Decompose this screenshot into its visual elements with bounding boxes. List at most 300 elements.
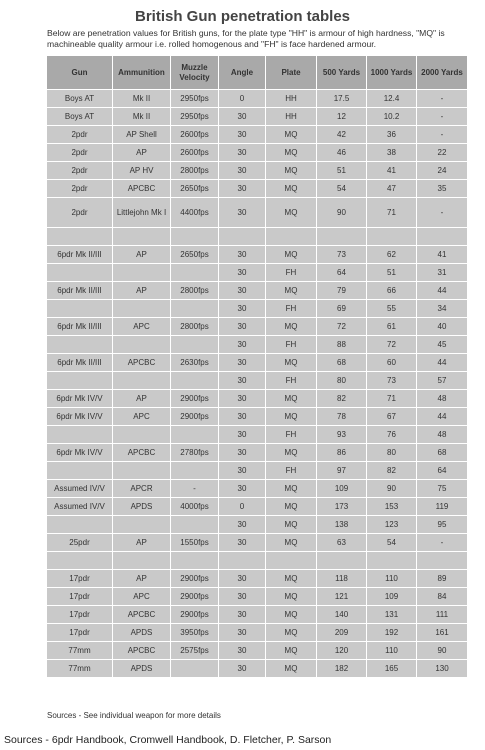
cell-ammunition: AP	[113, 246, 171, 264]
column-header-angle: Angle	[219, 56, 266, 90]
cell-plate: MQ	[266, 354, 317, 372]
cell-plate: MQ	[266, 246, 317, 264]
cell-muzzle-velocity	[171, 228, 219, 246]
cell-1000-yards	[367, 552, 417, 570]
table-body	[47, 90, 468, 678]
cell-ammunition	[113, 462, 171, 480]
cell-ammunition: AP	[113, 534, 171, 552]
cell-1000-yards: 123	[367, 516, 417, 534]
column-header-gun: Gun	[47, 56, 113, 90]
cell-plate: FH	[266, 264, 317, 282]
cell-gun	[47, 336, 113, 354]
cell-muzzle-velocity: 2950fps	[171, 108, 219, 126]
cell-plate: MQ	[266, 606, 317, 624]
cell-gun: 6pdr Mk II/III	[47, 318, 113, 336]
cell-2000-yards: 40	[417, 318, 468, 336]
cell-ammunition: APCBC	[113, 180, 171, 198]
cell-ammunition	[113, 516, 171, 534]
cell-gun: Assumed IV/V	[47, 498, 113, 516]
cell-muzzle-velocity	[171, 372, 219, 390]
cell-1000-yards: 131	[367, 606, 417, 624]
cell-plate: MQ	[266, 588, 317, 606]
cell-2000-yards: 119	[417, 498, 468, 516]
cell-2000-yards: 111	[417, 606, 468, 624]
cell-1000-yards	[367, 228, 417, 246]
cell-2000-yards: 44	[417, 408, 468, 426]
cell-gun: Boys AT	[47, 108, 113, 126]
cell-plate: MQ	[266, 390, 317, 408]
cell-ammunition	[113, 264, 171, 282]
cell-gun: 6pdr Mk IV/V	[47, 444, 113, 462]
cell-500-yards: 97	[317, 462, 367, 480]
table-row	[47, 390, 468, 408]
cell-plate: MQ	[266, 480, 317, 498]
cell-ammunition	[113, 372, 171, 390]
cell-muzzle-velocity: 2900fps	[171, 588, 219, 606]
cell-500-yards: 120	[317, 642, 367, 660]
cell-500-yards	[317, 552, 367, 570]
cell-gun: 6pdr Mk II/III	[47, 282, 113, 300]
cell-2000-yards: 68	[417, 444, 468, 462]
cell-1000-yards: 62	[367, 246, 417, 264]
column-header-muzzle-velocity: Muzzle Velocity	[171, 56, 219, 90]
cell-500-yards: 68	[317, 354, 367, 372]
cell-ammunition	[113, 300, 171, 318]
cell-1000-yards: 72	[367, 336, 417, 354]
cell-ammunition: Mk II	[113, 90, 171, 108]
cell-gun	[47, 426, 113, 444]
cell-500-yards: 12	[317, 108, 367, 126]
table-row	[47, 126, 468, 144]
cell-muzzle-velocity: 2650fps	[171, 246, 219, 264]
cell-angle: 30	[219, 264, 266, 282]
cell-angle: 30	[219, 336, 266, 354]
cell-gun: 6pdr Mk II/III	[47, 354, 113, 372]
cell-1000-yards: 36	[367, 126, 417, 144]
cell-angle: 30	[219, 516, 266, 534]
cell-angle: 30	[219, 606, 266, 624]
cell-2000-yards: 90	[417, 642, 468, 660]
cell-500-yards: 80	[317, 372, 367, 390]
table-row	[47, 162, 468, 180]
cell-1000-yards: 67	[367, 408, 417, 426]
cell-ammunition: APC	[113, 408, 171, 426]
cell-1000-yards: 153	[367, 498, 417, 516]
cell-2000-yards: 44	[417, 282, 468, 300]
cell-500-yards: 72	[317, 318, 367, 336]
cell-muzzle-velocity: 2800fps	[171, 162, 219, 180]
table-row	[47, 426, 468, 444]
cell-plate: HH	[266, 90, 317, 108]
cell-500-yards: 46	[317, 144, 367, 162]
cell-gun: 6pdr Mk IV/V	[47, 390, 113, 408]
cell-500-yards: 121	[317, 588, 367, 606]
cell-muzzle-velocity: 4000fps	[171, 498, 219, 516]
cell-angle: 30	[219, 246, 266, 264]
cell-gun: 2pdr	[47, 162, 113, 180]
cell-plate: MQ	[266, 126, 317, 144]
cell-plate: HH	[266, 108, 317, 126]
cell-gun: 17pdr	[47, 624, 113, 642]
cell-muzzle-velocity: 2780fps	[171, 444, 219, 462]
table-row	[47, 198, 468, 228]
cell-ammunition: APDS	[113, 498, 171, 516]
cell-2000-yards: 45	[417, 336, 468, 354]
table-row	[47, 228, 468, 246]
table-row	[47, 300, 468, 318]
cell-1000-yards: 47	[367, 180, 417, 198]
cell-1000-yards: 73	[367, 372, 417, 390]
cell-1000-yards: 110	[367, 642, 417, 660]
cell-plate: MQ	[266, 498, 317, 516]
cell-500-yards: 78	[317, 408, 367, 426]
cell-muzzle-velocity: 2600fps	[171, 126, 219, 144]
cell-plate: MQ	[266, 144, 317, 162]
cell-1000-yards: 55	[367, 300, 417, 318]
penetration-table	[46, 55, 468, 678]
cell-2000-yards: 24	[417, 162, 468, 180]
cell-1000-yards: 60	[367, 354, 417, 372]
cell-plate: FH	[266, 300, 317, 318]
cell-angle	[219, 552, 266, 570]
cell-plate: MQ	[266, 570, 317, 588]
cell-2000-yards: 34	[417, 300, 468, 318]
cell-500-yards: 90	[317, 198, 367, 228]
cell-ammunition	[113, 552, 171, 570]
cell-angle: 30	[219, 126, 266, 144]
cell-gun	[47, 372, 113, 390]
cell-angle: 30	[219, 162, 266, 180]
cell-plate	[266, 552, 317, 570]
cell-2000-yards: 44	[417, 354, 468, 372]
table-row	[47, 534, 468, 552]
cell-angle: 30	[219, 198, 266, 228]
cell-angle: 30	[219, 660, 266, 678]
cell-muzzle-velocity: 2900fps	[171, 606, 219, 624]
cell-2000-yards: 130	[417, 660, 468, 678]
cell-500-yards: 109	[317, 480, 367, 498]
cell-1000-yards: 76	[367, 426, 417, 444]
cell-plate: MQ	[266, 282, 317, 300]
cell-angle: 30	[219, 108, 266, 126]
cell-gun	[47, 462, 113, 480]
cell-1000-yards: 71	[367, 198, 417, 228]
cell-muzzle-velocity: 2600fps	[171, 144, 219, 162]
cell-angle	[219, 228, 266, 246]
cell-2000-yards: 89	[417, 570, 468, 588]
table-row	[47, 462, 468, 480]
table-row	[47, 282, 468, 300]
cell-angle: 30	[219, 318, 266, 336]
cell-2000-yards: 31	[417, 264, 468, 282]
cell-muzzle-velocity: 2800fps	[171, 282, 219, 300]
cell-1000-yards: 54	[367, 534, 417, 552]
table-row	[47, 318, 468, 336]
cell-ammunition	[113, 336, 171, 354]
cell-2000-yards	[417, 552, 468, 570]
cell-1000-yards: 90	[367, 480, 417, 498]
cell-angle: 30	[219, 642, 266, 660]
cell-gun: 6pdr Mk IV/V	[47, 408, 113, 426]
cell-1000-yards: 61	[367, 318, 417, 336]
table-row	[47, 570, 468, 588]
cell-1000-yards: 66	[367, 282, 417, 300]
cell-500-yards: 173	[317, 498, 367, 516]
cell-2000-yards: -	[417, 534, 468, 552]
cell-2000-yards: -	[417, 90, 468, 108]
cell-500-yards: 54	[317, 180, 367, 198]
table-row	[47, 660, 468, 678]
table-row	[47, 372, 468, 390]
cell-2000-yards: 22	[417, 144, 468, 162]
cell-ammunition: AP	[113, 570, 171, 588]
cell-2000-yards: -	[417, 126, 468, 144]
table-row	[47, 246, 468, 264]
table-row	[47, 444, 468, 462]
cell-plate: FH	[266, 372, 317, 390]
table-row	[47, 408, 468, 426]
cell-ammunition: APCBC	[113, 606, 171, 624]
cell-plate: MQ	[266, 444, 317, 462]
cell-ammunition: APC	[113, 318, 171, 336]
cell-plate: MQ	[266, 408, 317, 426]
cell-500-yards: 51	[317, 162, 367, 180]
cell-plate	[266, 228, 317, 246]
cell-muzzle-velocity	[171, 426, 219, 444]
cell-500-yards: 93	[317, 426, 367, 444]
cell-ammunition: AP	[113, 144, 171, 162]
table-row	[47, 606, 468, 624]
cell-2000-yards: 41	[417, 246, 468, 264]
cell-angle: 30	[219, 408, 266, 426]
cell-gun: 2pdr	[47, 198, 113, 228]
cell-plate: MQ	[266, 162, 317, 180]
cell-plate: MQ	[266, 660, 317, 678]
cell-2000-yards: 64	[417, 462, 468, 480]
cell-1000-yards: 110	[367, 570, 417, 588]
cell-ammunition: AP HV	[113, 162, 171, 180]
table-row	[47, 642, 468, 660]
cell-ammunition: AP Shell	[113, 126, 171, 144]
cell-angle: 30	[219, 282, 266, 300]
cell-plate: MQ	[266, 180, 317, 198]
cell-muzzle-velocity: 2650fps	[171, 180, 219, 198]
table-row	[47, 264, 468, 282]
cell-ammunition	[113, 426, 171, 444]
table-row	[47, 552, 468, 570]
cell-1000-yards: 71	[367, 390, 417, 408]
table-row	[47, 624, 468, 642]
column-header-plate: Plate	[266, 56, 317, 90]
cell-ammunition: Littlejohn Mk I	[113, 198, 171, 228]
cell-plate: FH	[266, 426, 317, 444]
table-row	[47, 354, 468, 372]
cell-1000-yards: 165	[367, 660, 417, 678]
cell-angle: 30	[219, 462, 266, 480]
cell-angle: 30	[219, 588, 266, 606]
cell-ammunition: APCBC	[113, 642, 171, 660]
cell-plate: MQ	[266, 318, 317, 336]
cell-ammunition: APDS	[113, 660, 171, 678]
cell-ammunition: APCR	[113, 480, 171, 498]
cell-plate: FH	[266, 336, 317, 354]
cell-500-yards	[317, 228, 367, 246]
cell-gun: 2pdr	[47, 180, 113, 198]
cell-2000-yards: 161	[417, 624, 468, 642]
intro-paragraph: Below are penetration values for British guns, for the plate type "HH" is armour of high hardness, "MQ" is machineable quality armour i.e. rolled homogenous and "FH" is face hardened armour.	[47, 28, 445, 49]
cell-angle: 30	[219, 570, 266, 588]
cell-2000-yards: 95	[417, 516, 468, 534]
cell-plate: MQ	[266, 642, 317, 660]
cell-500-yards: 138	[317, 516, 367, 534]
cell-1000-yards: 51	[367, 264, 417, 282]
cell-1000-yards: 192	[367, 624, 417, 642]
cell-muzzle-velocity: -	[171, 480, 219, 498]
cell-2000-yards: 75	[417, 480, 468, 498]
cell-500-yards: 140	[317, 606, 367, 624]
cell-1000-yards: 12.4	[367, 90, 417, 108]
table-row	[47, 90, 468, 108]
cell-2000-yards: -	[417, 108, 468, 126]
column-header-500-yards: 500 Yards	[317, 56, 367, 90]
cell-gun: 2pdr	[47, 126, 113, 144]
cell-500-yards: 64	[317, 264, 367, 282]
cell-2000-yards: -	[417, 198, 468, 228]
cell-plate: FH	[266, 462, 317, 480]
cell-gun: 6pdr Mk II/III	[47, 246, 113, 264]
cell-ammunition: AP	[113, 390, 171, 408]
cell-ammunition: APCBC	[113, 354, 171, 372]
cell-1000-yards: 10.2	[367, 108, 417, 126]
cell-gun: 17pdr	[47, 570, 113, 588]
cell-2000-yards: 48	[417, 390, 468, 408]
table-row	[47, 480, 468, 498]
page-title: British Gun penetration tables	[134, 8, 351, 25]
cell-500-yards: 73	[317, 246, 367, 264]
cell-angle: 30	[219, 180, 266, 198]
cell-muzzle-velocity: 2950fps	[171, 90, 219, 108]
cell-muzzle-velocity: 1550fps	[171, 534, 219, 552]
cell-muzzle-velocity: 3950fps	[171, 624, 219, 642]
cell-500-yards: 79	[317, 282, 367, 300]
table-row	[47, 108, 468, 126]
cell-500-yards: 42	[317, 126, 367, 144]
cell-1000-yards: 38	[367, 144, 417, 162]
cell-500-yards: 69	[317, 300, 367, 318]
cell-angle: 30	[219, 390, 266, 408]
cell-500-yards: 63	[317, 534, 367, 552]
cell-ammunition: APCBC	[113, 444, 171, 462]
cell-gun	[47, 264, 113, 282]
cell-angle: 30	[219, 354, 266, 372]
table-header-row	[47, 56, 468, 90]
cell-gun	[47, 516, 113, 534]
cell-500-yards: 118	[317, 570, 367, 588]
cell-gun: Boys AT	[47, 90, 113, 108]
table-row	[47, 336, 468, 354]
cell-ammunition: APC	[113, 588, 171, 606]
cell-gun: Assumed IV/V	[47, 480, 113, 498]
cell-2000-yards: 35	[417, 180, 468, 198]
cell-1000-yards: 41	[367, 162, 417, 180]
cell-muzzle-velocity: 2900fps	[171, 390, 219, 408]
cell-gun	[47, 552, 113, 570]
table-row	[47, 498, 468, 516]
column-header-2000-yards: 2000 Yards	[417, 56, 468, 90]
table-row	[47, 144, 468, 162]
cell-muzzle-velocity: 2900fps	[171, 408, 219, 426]
cell-muzzle-velocity: 2630fps	[171, 354, 219, 372]
cell-angle: 0	[219, 90, 266, 108]
cell-muzzle-velocity: 2800fps	[171, 318, 219, 336]
cell-angle: 30	[219, 534, 266, 552]
cell-gun: 77mm	[47, 642, 113, 660]
cell-angle: 30	[219, 300, 266, 318]
cell-angle: 30	[219, 144, 266, 162]
cell-500-yards: 82	[317, 390, 367, 408]
cell-plate: MQ	[266, 624, 317, 642]
cell-angle: 30	[219, 624, 266, 642]
cell-muzzle-velocity: 2900fps	[171, 570, 219, 588]
cell-muzzle-velocity	[171, 264, 219, 282]
column-header-ammunition: Ammunition	[113, 56, 171, 90]
cell-angle: 30	[219, 372, 266, 390]
cell-muzzle-velocity: 4400fps	[171, 198, 219, 228]
cell-muzzle-velocity	[171, 552, 219, 570]
table-row	[47, 588, 468, 606]
cell-gun: 17pdr	[47, 606, 113, 624]
cell-gun	[47, 228, 113, 246]
cell-plate: MQ	[266, 534, 317, 552]
cell-ammunition: APDS	[113, 624, 171, 642]
cell-gun: 17pdr	[47, 588, 113, 606]
cell-muzzle-velocity	[171, 516, 219, 534]
cell-angle: 30	[219, 426, 266, 444]
cell-ammunition	[113, 228, 171, 246]
cell-gun	[47, 300, 113, 318]
sources-line: Sources - 6pdr Handbook, Cromwell Handbook, D. Fletcher, P. Sarson	[4, 734, 332, 746]
cell-ammunition: Mk II	[113, 108, 171, 126]
cell-angle: 30	[219, 444, 266, 462]
cell-2000-yards: 48	[417, 426, 468, 444]
cell-plate: MQ	[266, 198, 317, 228]
cell-500-yards: 209	[317, 624, 367, 642]
cell-muzzle-velocity	[171, 660, 219, 678]
cell-muzzle-velocity: 2575fps	[171, 642, 219, 660]
cell-angle: 30	[219, 480, 266, 498]
cell-gun: 77mm	[47, 660, 113, 678]
table-row	[47, 180, 468, 198]
cell-muzzle-velocity	[171, 300, 219, 318]
cell-500-yards: 88	[317, 336, 367, 354]
table-row	[47, 516, 468, 534]
cell-muzzle-velocity	[171, 462, 219, 480]
cell-angle: 0	[219, 498, 266, 516]
cell-1000-yards: 82	[367, 462, 417, 480]
cell-gun: 2pdr	[47, 144, 113, 162]
cell-plate: MQ	[266, 516, 317, 534]
cell-ammunition: AP	[113, 282, 171, 300]
cell-2000-yards	[417, 228, 468, 246]
cell-500-yards: 182	[317, 660, 367, 678]
cell-500-yards: 17.5	[317, 90, 367, 108]
cell-2000-yards: 57	[417, 372, 468, 390]
cell-muzzle-velocity	[171, 336, 219, 354]
cell-1000-yards: 109	[367, 588, 417, 606]
column-header-1000-yards: 1000 Yards	[367, 56, 417, 90]
cell-1000-yards: 80	[367, 444, 417, 462]
cell-500-yards: 86	[317, 444, 367, 462]
